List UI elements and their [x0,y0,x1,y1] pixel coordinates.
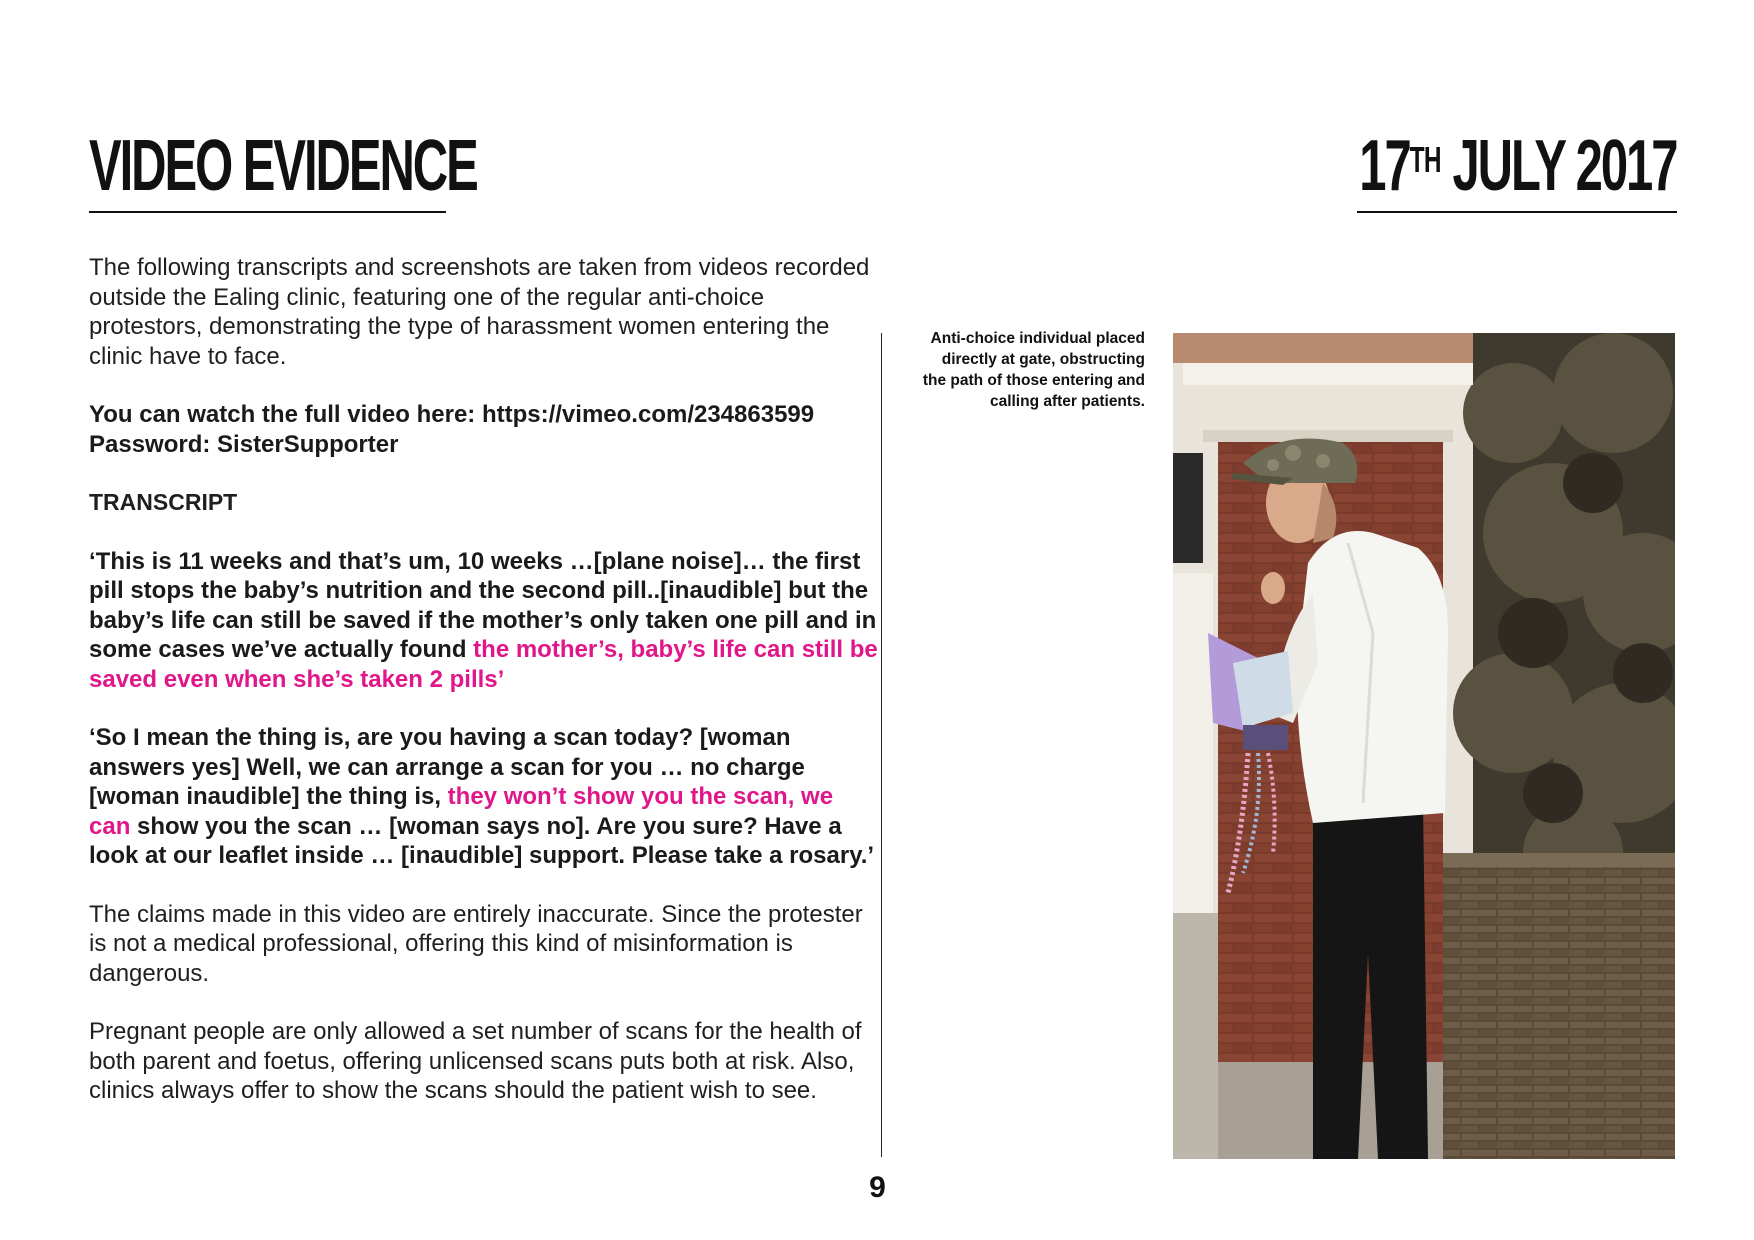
photo-caption: Anti-choice individual placed directly at gate, obstructing the path of those entering and calling after patients. [922,330,1145,410]
page-number: 9 [869,1171,885,1204]
video-password: Password: SisterSupporter [89,430,399,458]
protester-photo-illustration [1173,333,1675,1159]
video-info [89,400,879,459]
date-day: 17 [1358,126,1410,206]
date-underline [1357,211,1677,213]
transcript-label: TRANSCRIPT [89,489,238,515]
commentary-paragraph-1: The claims made in this video are entirely inaccurate. Since the protester is not a medical professional, offering this kind of misinformation is dangerous. [89,900,863,987]
quote-1-highlight: the mother’s, baby’s life can still be saved even when she’s taken 2 pills’ [89,636,878,693]
video-screenshot-photo [1173,333,1675,1159]
title-underline [89,211,446,213]
quote-2-text-a: ‘So I mean the thing is, are you having a scan today? [woman answers yes] Well, we can arrange a scan for you … no charge [woman inaudible] the thing is, [89,724,805,810]
transcript-quote-1 [89,547,879,695]
page-title: VIDEO EVIDENCE [89,126,477,206]
page-date [1359,128,1676,204]
quote-2-highlight: they won’t show you the scan, we can [89,783,834,840]
quote-2-text-b: show you the scan … [woman says no]. Are you sure? Have a look at our leaflet inside … [inaudible] support. Please take a rosary.’ [89,812,875,869]
quote-1-text: ‘This is 11 weeks and that’s um, 10 weeks …[plane noise]… the first pill stops the baby’s nutrition and the second pill..[inaudible] but the baby’s life can still be saved if the mother’s only taken one pill and in some cases we’ve actually found [89,547,877,663]
intro-paragraph: The following transcripts and screenshots are taken from videos recorded outside the Ealing clinic, featuring one of the regular anti-choice protestors, demonstrating the type of harassment women entering the clinic have to face. [89,254,870,370]
main-text-column [89,253,879,1135]
date-month-year: JULY 2017 [1452,126,1676,206]
commentary-paragraph-2: Pregnant people are only allowed a set number of scans for the health of both parent and foetus, offering unlicensed scans puts both at risk. Also, clinics always offer to show the scans should the patient wish to see. [89,1018,862,1104]
column-divider [881,333,882,1157]
video-link[interactable]: You can watch the full video here: https://vimeo.com/234863599 [89,401,815,428]
date-suffix: TH [1409,139,1441,180]
transcript-quote-2 [89,723,879,871]
